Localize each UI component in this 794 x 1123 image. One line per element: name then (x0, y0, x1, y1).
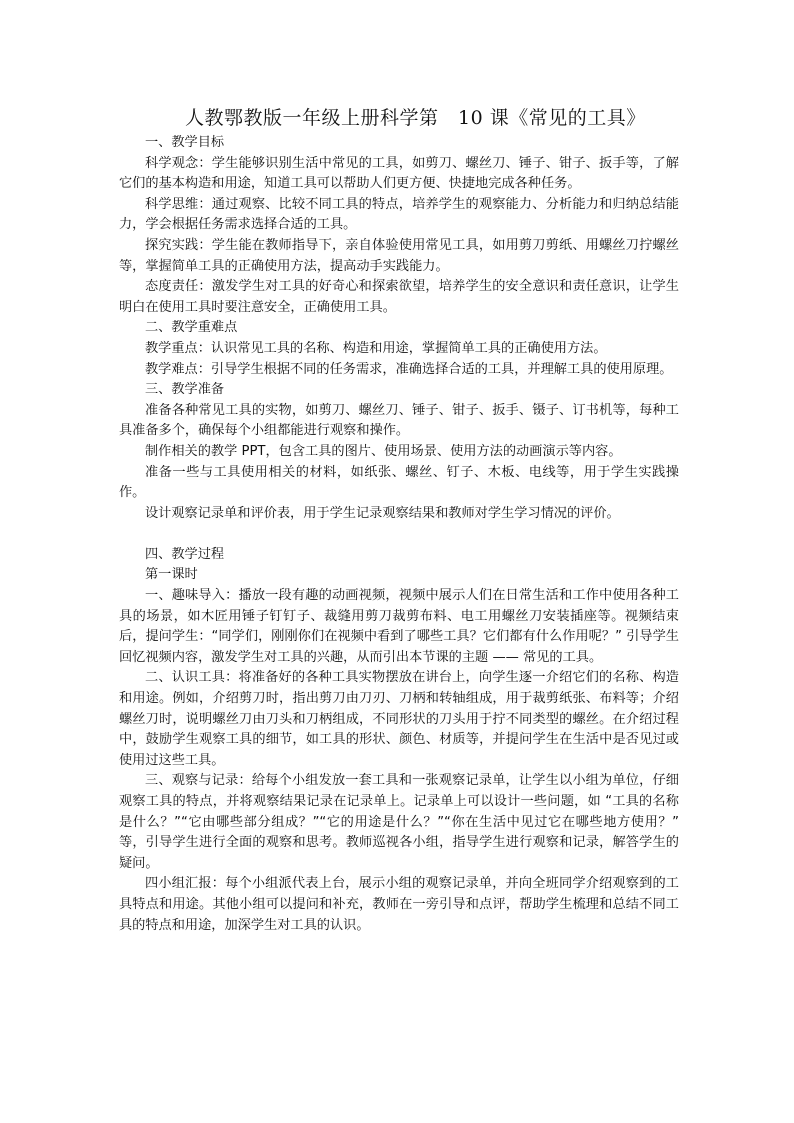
objective-paragraph: 态度责任：激发学生对工具的好奇心和探索欲望，培养学生的安全意识和责任意识，让学生明白在使用工具时要注意安全，正确使用工具。 (119, 279, 679, 315)
preparation-paragraph: 准备各种常见工具的实物，如剪刀、螺丝刀、锤子、钳子、扳手、镊子、订书机等，每种工具准备多个，确保每个小组都能进行观察和操作。 (119, 402, 679, 439)
section-heading-key-points: 二、教学重难点 (145, 320, 238, 336)
document-title: 人教鄂教版一年级上册科学第 10 课《常见的工具》 (185, 107, 646, 129)
process-paragraph: 四小组汇报：每个小组派代表上台，展示小组的观察记录单，并向全班同学介绍观察到的工具特点和用途。其他小组可以提问和补充，教师在一旁引导和点评，帮助学生梳理和总结不同工具的特点和用途，加深学生对工具的认识。 (119, 876, 679, 933)
section-heading-process: 四、教学过程 (145, 546, 225, 562)
preparation-paragraph: 设计观察记录单和评价表，用于学生记录观察结果和教师对学生学习情况的评价。 (145, 505, 620, 521)
process-paragraph: 一、趣味导入：播放一段有趣的动画视频，视频中展示人们在日常生活和工作中使用各种工具的场景，如木匠用锤子钉钉子、裁缝用剪刀裁剪布料、电工用螺丝刀安装插座等。视频结束后，提问学生：“同学们，刚刚你们在视频中看到了哪些工具？它们都有什么作用呢？” 引导学生回忆视频内容，激发学生对工具的兴趣，从而引出本节课的主题 —— 常见的工具。 (119, 588, 679, 665)
section-heading-preparation: 三、教学准备 (145, 382, 225, 398)
document-body (119, 103, 679, 936)
process-paragraph: 二、认识工具：将准备好的各种工具实物摆放在讲台上，向学生逐一介绍它们的名称、构造和用途。例如，介绍剪刀时，指出剪刀由刀刃、刀柄和转轴组成，用于裁剪纸张、布料等；介绍螺丝刀时，说明螺丝刀由刀头和刀柄组成，不同形状的刀头用于拧不同类型的螺丝。在介绍过程中，鼓励学生观察工具的细节，如工具的形状、颜色、材质等，并提问学生在生活中是否见过或使用过这些工具。 (119, 670, 679, 768)
objective-paragraph: 科学观念：学生能够识别生活中常见的工具，如剪刀、螺丝刀、锤子、钳子、扳手等，了解它们的基本构造和用途，知道工具可以帮助人们更方便、快捷地完成各种任务。 (119, 155, 679, 192)
key-point-paragraph: 教学重点：认识常见工具的名称、构造和用途，掌握简单工具的正确使用方法。 (145, 340, 607, 356)
lesson-label: 第一课时 (145, 567, 198, 583)
key-point-paragraph: 教学难点：引导学生根据不同的任务需求，准确选择合适的工具，并理解工具的使用原理。 (145, 361, 673, 377)
preparation-paragraph: 准备一些与工具使用相关的材料，如纸张、螺丝、钉子、木板、电线等，用于学生实践操作。 (119, 464, 679, 501)
process-paragraph: 三、观察与记录：给每个小组发放一套工具和一张观察记录单，让学生以小组为单位，仔细观察工具的特点，并将观察结果记录在记录单上。记录单上可以设计一些问题，如 “工具的名称是什么？”“它由哪些部分组成？”“它的用途是什么？”“你在生活中见过它在哪些地方使用？” 等，引导学生进行全面的观察和思考。教师巡视各小组，指导学生进行观察和记录，解答学生的疑问。 (119, 773, 679, 871)
objective-paragraph: 科学思维：通过观察、比较不同工具的特点，培养学生的观察能力、分析能力和归纳总结能力，学会根据任务需求选择合适的工具。 (119, 196, 679, 233)
preparation-paragraph: 制作相关的教学 PPT，包含工具的图片、使用场景、使用方法的动画演示等内容。 (145, 443, 622, 459)
section-heading-objectives: 一、教学目标 (145, 135, 225, 150)
objective-paragraph: 探究实践：学生能在教师指导下，亲自体验使用常见工具，如用剪刀剪纸、用螺丝刀拧螺丝等，掌握简单工具的正确使用方法，提高动手实践能力。 (119, 237, 679, 274)
blank-line (119, 524, 679, 545)
